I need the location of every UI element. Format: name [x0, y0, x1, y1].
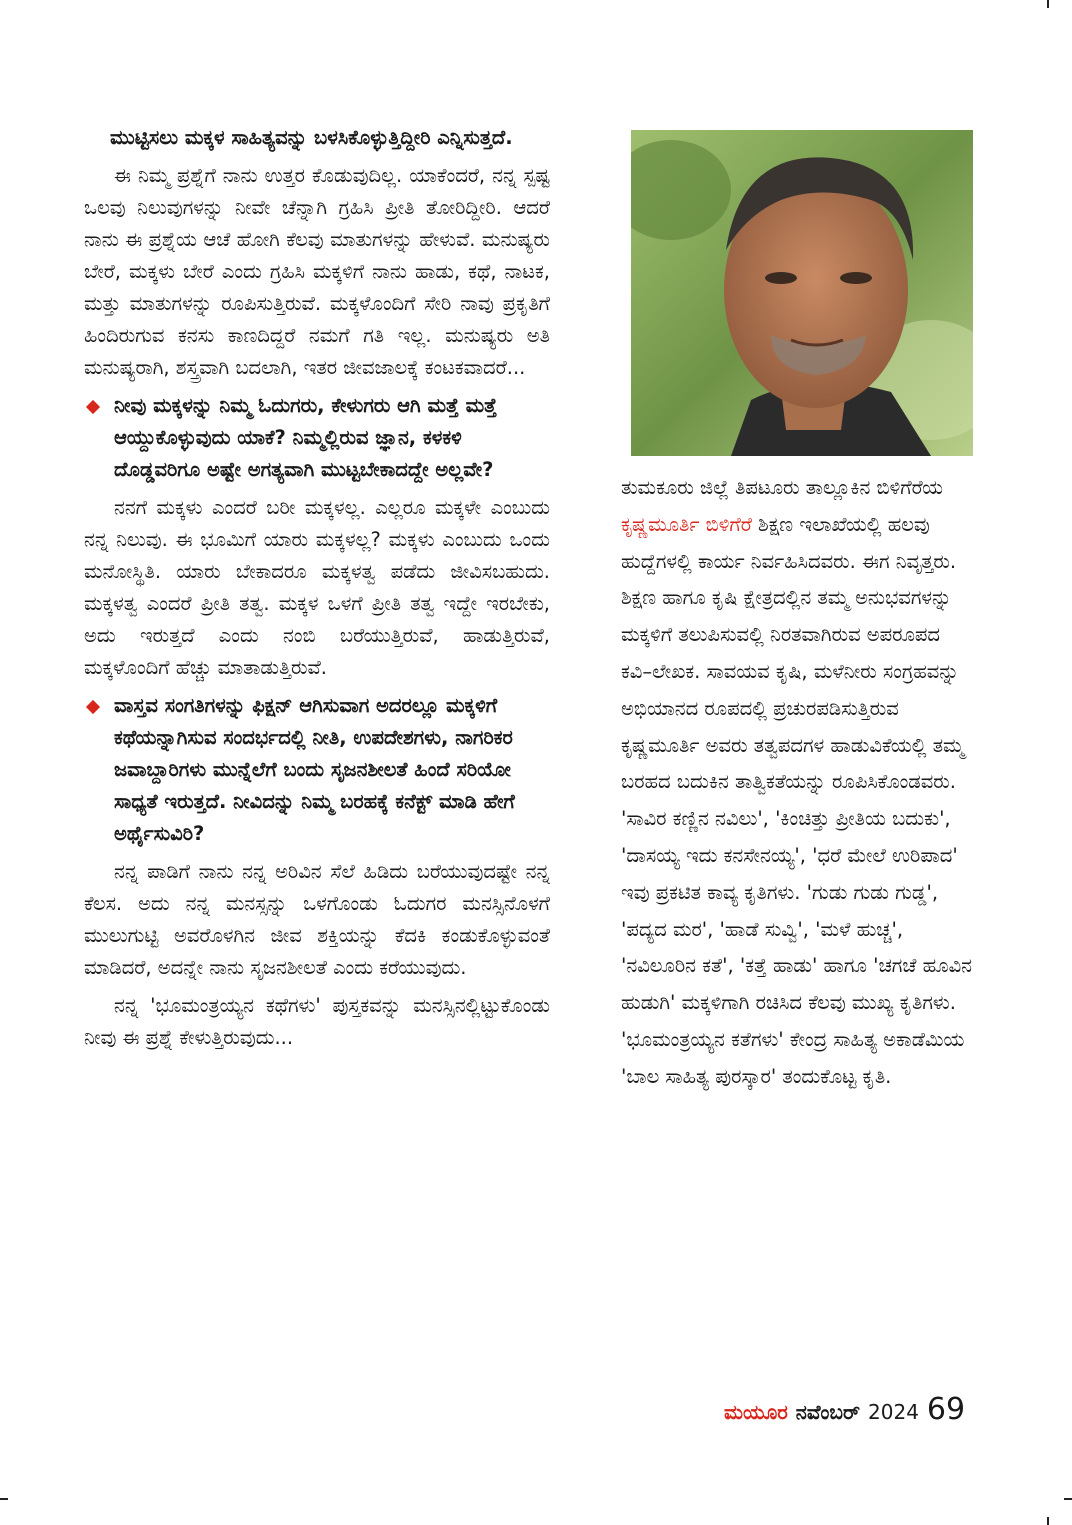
question-2	[84, 390, 550, 486]
crop-mark-right	[1064, 1498, 1072, 1500]
author-portrait-photo	[631, 130, 973, 456]
bio-text-after: ಶಿಕ್ಷಣ ಇಲಾಖೆಯಲ್ಲಿ ಹಲವು ಹುದ್ದೆಗಳಲ್ಲಿ ಕಾರ್ಯ ನಿರ್ವಹಿಸಿದವರು. ಈಗ ನಿವೃತ್ತರು. ಶಿಕ್ಷಣ ಹಾಗೂ ಕೃಷಿ ಕ್ಷೇತ್ರದಲ್ಲಿನ ತಮ್ಮ ಅನುಭವಗಳನ್ನು ಮಕ್ಕಳಿಗೆ ತಲುಪಿಸುವಲ್ಲಿ ನಿರತವಾಗಿರುವ ಅಪರೂಪದ ಕವಿ–ಲೇಖಕ. ಸಾವಯವ ಕೃಷಿ, ಮಳೆನೀರು ಸಂಗ್ರಹವನ್ನು ಅಭಿಯಾನದ ರೂಪದಲ್ಲಿ ಪ್ರಚುರಪಡಿಸುತ್ತಿರುವ ಕೃಷ್ಣಮೂರ್ತಿ ಅವರು ತತ್ವಪದಗಳ ಹಾಡುವಿಕೆಯಲ್ಲಿ ತಮ್ಮ ಬರಹದ ಬದುಕಿನ ತಾತ್ವಿಕತೆಯನ್ನು ರೂಪಿಸಿಕೊಂಡವರು. 'ಸಾವಿರ ಕಣ್ಣಿನ ನವಿಲು', 'ಕಿಂಚಿತ್ತು ಪ್ರೀತಿಯ ಬದುಕು', 'ದಾಸಯ್ಯ ಇದು ಕನಸೇನಯ್ಯ', 'ಧರೆ ಮೇಲೆ ಉರಿಪಾದ' ಇವು ಪ್ರಕಟಿತ ಕಾವ್ಯ ಕೃತಿಗಳು. 'ಗುಡು ಗುಡು ಗುಡ್ಡ', 'ಪದ್ಯದ ಮರ', 'ಹಾಡೆ ಸುವ್ವಿ', 'ಮಳೆ ಹುಚ್ಚ', 'ನವಿಲೂರಿನ ಕತೆ', 'ಕತ್ತೆ ಹಾಡು' ಹಾಗೂ 'ಚಗಚೆ ಹೂವಿನ ಹುಡುಗಿ' ಮಕ್ಕಳಿಗಾಗಿ ರಚಿಸಿದ ಕೆಲವು ಮುಖ್ಯ ಕೃತಿಗಳು. 'ಭೂಮಂತ್ರಯ್ಯನ ಕತೆಗಳು' ಕೇಂದ್ರ ಸಾಹಿತ್ಯ ಅಕಾಡೆಮಿಯ 'ಬಾಲ ಸಾಹಿತ್ಯ ಪುರಸ್ಕಾರ' ತಂದುಕೊಟ್ಟ ಕೃತಿ.	[621, 512, 973, 1088]
page-footer	[724, 1392, 965, 1432]
answer-paragraph-3: ನನ್ನ ಪಾಡಿಗೆ ನಾನು ನನ್ನ ಅರಿವಿನ ಸೆಲೆ ಹಿಡಿದು ಬರೆಯುವುದಷ್ಟೇ ನನ್ನ ಕೆಲಸ. ಅದು ನನ್ನ ಮನಸ್ಸನ್ನು ಒಳಗೊಂಡು ಓದುಗರ ಮನಸ್ಸಿನೊಳಗೆ ಮುಲುಗುಟ್ಟಿ ಅವರೊಳಗಿನ ಜೀವ ಶಕ್ತಿಯನ್ನು ಕೆದಕಿ ಕಂಡುಕೊಳ್ಳುವಂತೆ ಮಾಡಿದರೆ, ಅದನ್ನೇ ನಾನು ಸೃಜನಶೀಲತೆ ಎಂದು ಕರೆಯುವುದು.	[84, 860, 550, 979]
crop-mark-bottom	[1047, 1517, 1049, 1525]
author-name: ಕೃಷ್ಣಮೂರ್ತಿ ಬಿಳಿಗೆರೆ	[621, 512, 752, 536]
intro-question-end: ಮುಟ್ಟಿಸಲು ಮಕ್ಕಳ ಸಾಹಿತ್ಯವನ್ನು ಬಳಸಿಕೊಳ್ಳುತ್ತಿದ್ದೀರಿ ಎನ್ನಿಸುತ್ತದೆ.	[110, 126, 513, 149]
diamond-bullet-icon	[86, 700, 100, 714]
bio-text-before: ತುಮಕೂರು ಜಿಲ್ಲೆ ತಿಪಟೂರು ತಾಲ್ಲೂಕಿನ ಬಿಳಿಗೆರೆಯ	[621, 476, 943, 499]
answer-paragraph-2: ನನಗೆ ಮಕ್ಕಳು ಎಂದರೆ ಬರೀ ಮಕ್ಕಳಲ್ಲ. ಎಲ್ಲರೂ ಮಕ್ಕಳೇ ಎಂಬುದು ನನ್ನ ನಿಲುವು. ಈ ಭೂಮಿಗೆ ಯಾರು ಮಕ್ಕಳಲ್ಲ? ಮಕ್ಕಳು ಎಂಬುದು ಒಂದು ಮನೋಸ್ಥಿತಿ. ಯಾರು ಬೇಕಾದರೂ ಮಕ್ಕಳತ್ವ ಪಡೆದು ಜೀವಿಸಬಹುದು. ಮಕ್ಕಳತ್ವ ಎಂದರೆ ಪ್ರೀತಿ ತತ್ವ. ಮಕ್ಕಳ ಒಳಗೆ ಪ್ರೀತಿ ತತ್ವ ಇದ್ದೇ ಇರಬೇಕು, ಅದು ಇರುತ್ತದೆ ಎಂದು ನಂಬಿ ಬರೆಯುತ್ತಿರುವೆ, ಹಾಡುತ್ತಿರುವೆ, ಮಕ್ಕಳೊಂದಿಗೆ ಹೆಚ್ಚು ಮಾತಾಡುತ್ತಿರುವೆ.	[84, 496, 550, 679]
crop-mark-left	[0, 1498, 8, 1500]
crop-mark-top	[1047, 0, 1049, 8]
issue-month: ನವೆಂಬರ್	[795, 1400, 861, 1424]
magazine-logo: ಮಯೂರ	[724, 1400, 788, 1424]
answer-paragraph-4: ನನ್ನ 'ಭೂಮಂತ್ರಯ್ಯನ ಕಥೆಗಳು' ಪುಸ್ತಕವನ್ನು ಮನಸ್ಸಿನಲ್ಲಿಟ್ಟುಕೊಂಡು ನೀವು ಈ ಪ್ರಶ್ನೆ ಕೇಳುತ್ತಿರುವುದು...	[84, 994, 550, 1049]
question-3-text: ವಾಸ್ತವ ಸಂಗತಿಗಳನ್ನು ಫಿಕ್ಷನ್ ಆಗಿಸುವಾಗ ಅದರಲ್ಲೂ ಮಕ್ಕಳಿಗೆ ಕಥೆಯನ್ನಾಗಿಸುವ ಸಂದರ್ಭದಲ್ಲಿ ನೀತಿ, ಉಪದೇಶಗಳು, ನಾಗರಿಕರ ಜವಾಬ್ದಾರಿಗಳು ಮುನ್ನೆಲೆಗೆ ಬಂದು ಸೃಜನಶೀಲತೆ ಹಿಂದೆ ಸರಿಯೋ ಸಾಧ್ಯತೆ ಇರುತ್ತದೆ. ನೀವಿದನ್ನು ನಿಮ್ಮ ಬರಹಕ್ಕೆ ಕನೆಕ್ಟ್ ಮಾಡಿ ಹೇಗೆ ಅರ್ಥೈಸುವಿರಿ?	[114, 694, 515, 845]
question-3	[84, 690, 550, 850]
answer-paragraph-1: ಈ ನಿಮ್ಮ ಪ್ರಶ್ನೆಗೆ ನಾನು ಉತ್ತರ ಕೊಡುವುದಿಲ್ಲ. ಯಾಕೆಂದರೆ, ನನ್ನ ಸ್ಪಷ್ಟ ಒಲವು ನಿಲುವುಗಳನ್ನು ನೀವೇ ಚೆನ್ನಾಗಿ ಗ್ರಹಿಸಿ ಪ್ರೀತಿ ತೋರಿದ್ದೀರಿ. ಆದರೆ ನಾನು ಈ ಪ್ರಶ್ನೆಯ ಆಚೆ ಹೋಗಿ ಕೆಲವು ಮಾತುಗಳನ್ನು ಹೇಳುವೆ. ಮನುಷ್ಯರು ಬೇರೆ, ಮಕ್ಕಳು ಬೇರೆ ಎಂದು ಗ್ರಹಿಸಿ ಮಕ್ಕಳಿಗೆ ನಾನು ಹಾಡು, ಕಥೆ, ನಾಟಕ, ಮತ್ತು ಮಾತುಗಳನ್ನು ರೂಪಿಸುತ್ತಿರುವೆ. ಮಕ್ಕಳೊಂದಿಗೆ ಸೇರಿ ನಾವು ಪ್ರಕೃತಿಗೆ ಹಿಂದಿರುಗುವ ಕನಸು ಕಾಣದಿದ್ದರೆ ನಮಗೆ ಗತಿ ಇಲ್ಲ. ಮನುಷ್ಯರು ಅತಿ ಮನುಷ್ಯರಾಗಿ, ಶಸ್ತ್ರವಾಗಿ ಬದಲಾಗಿ, ಇತರ ಜೀವಜಾಲಕ್ಕೆ ಕಂಟಕವಾದರೆ...	[84, 164, 550, 379]
author-bio	[621, 470, 973, 1096]
page-number: 69	[926, 1392, 966, 1427]
diamond-bullet-icon	[86, 400, 100, 414]
question-2-text: ನೀವು ಮಕ್ಕಳನ್ನು ನಿಮ್ಮ ಓದುಗರು, ಕೇಳುಗರು ಆಗಿ ಮತ್ತೆ ಮತ್ತೆ ಆಯ್ದುಕೊಳ್ಳುವುದು ಯಾಕೆ? ನಿಮ್ಮಲ್ಲಿರುವ ಜ್ಞಾನ, ಕಳಕಳಿ ದೊಡ್ಡವರಿಗೂ ಅಷ್ಟೇ ಅಗತ್ಯವಾಗಿ ಮುಟ್ಟಬೇಕಾದದ್ದೇ ಅಲ್ಲವೇ?	[114, 394, 497, 481]
issue-year: 2024	[868, 1400, 919, 1424]
article-column	[84, 122, 550, 1060]
